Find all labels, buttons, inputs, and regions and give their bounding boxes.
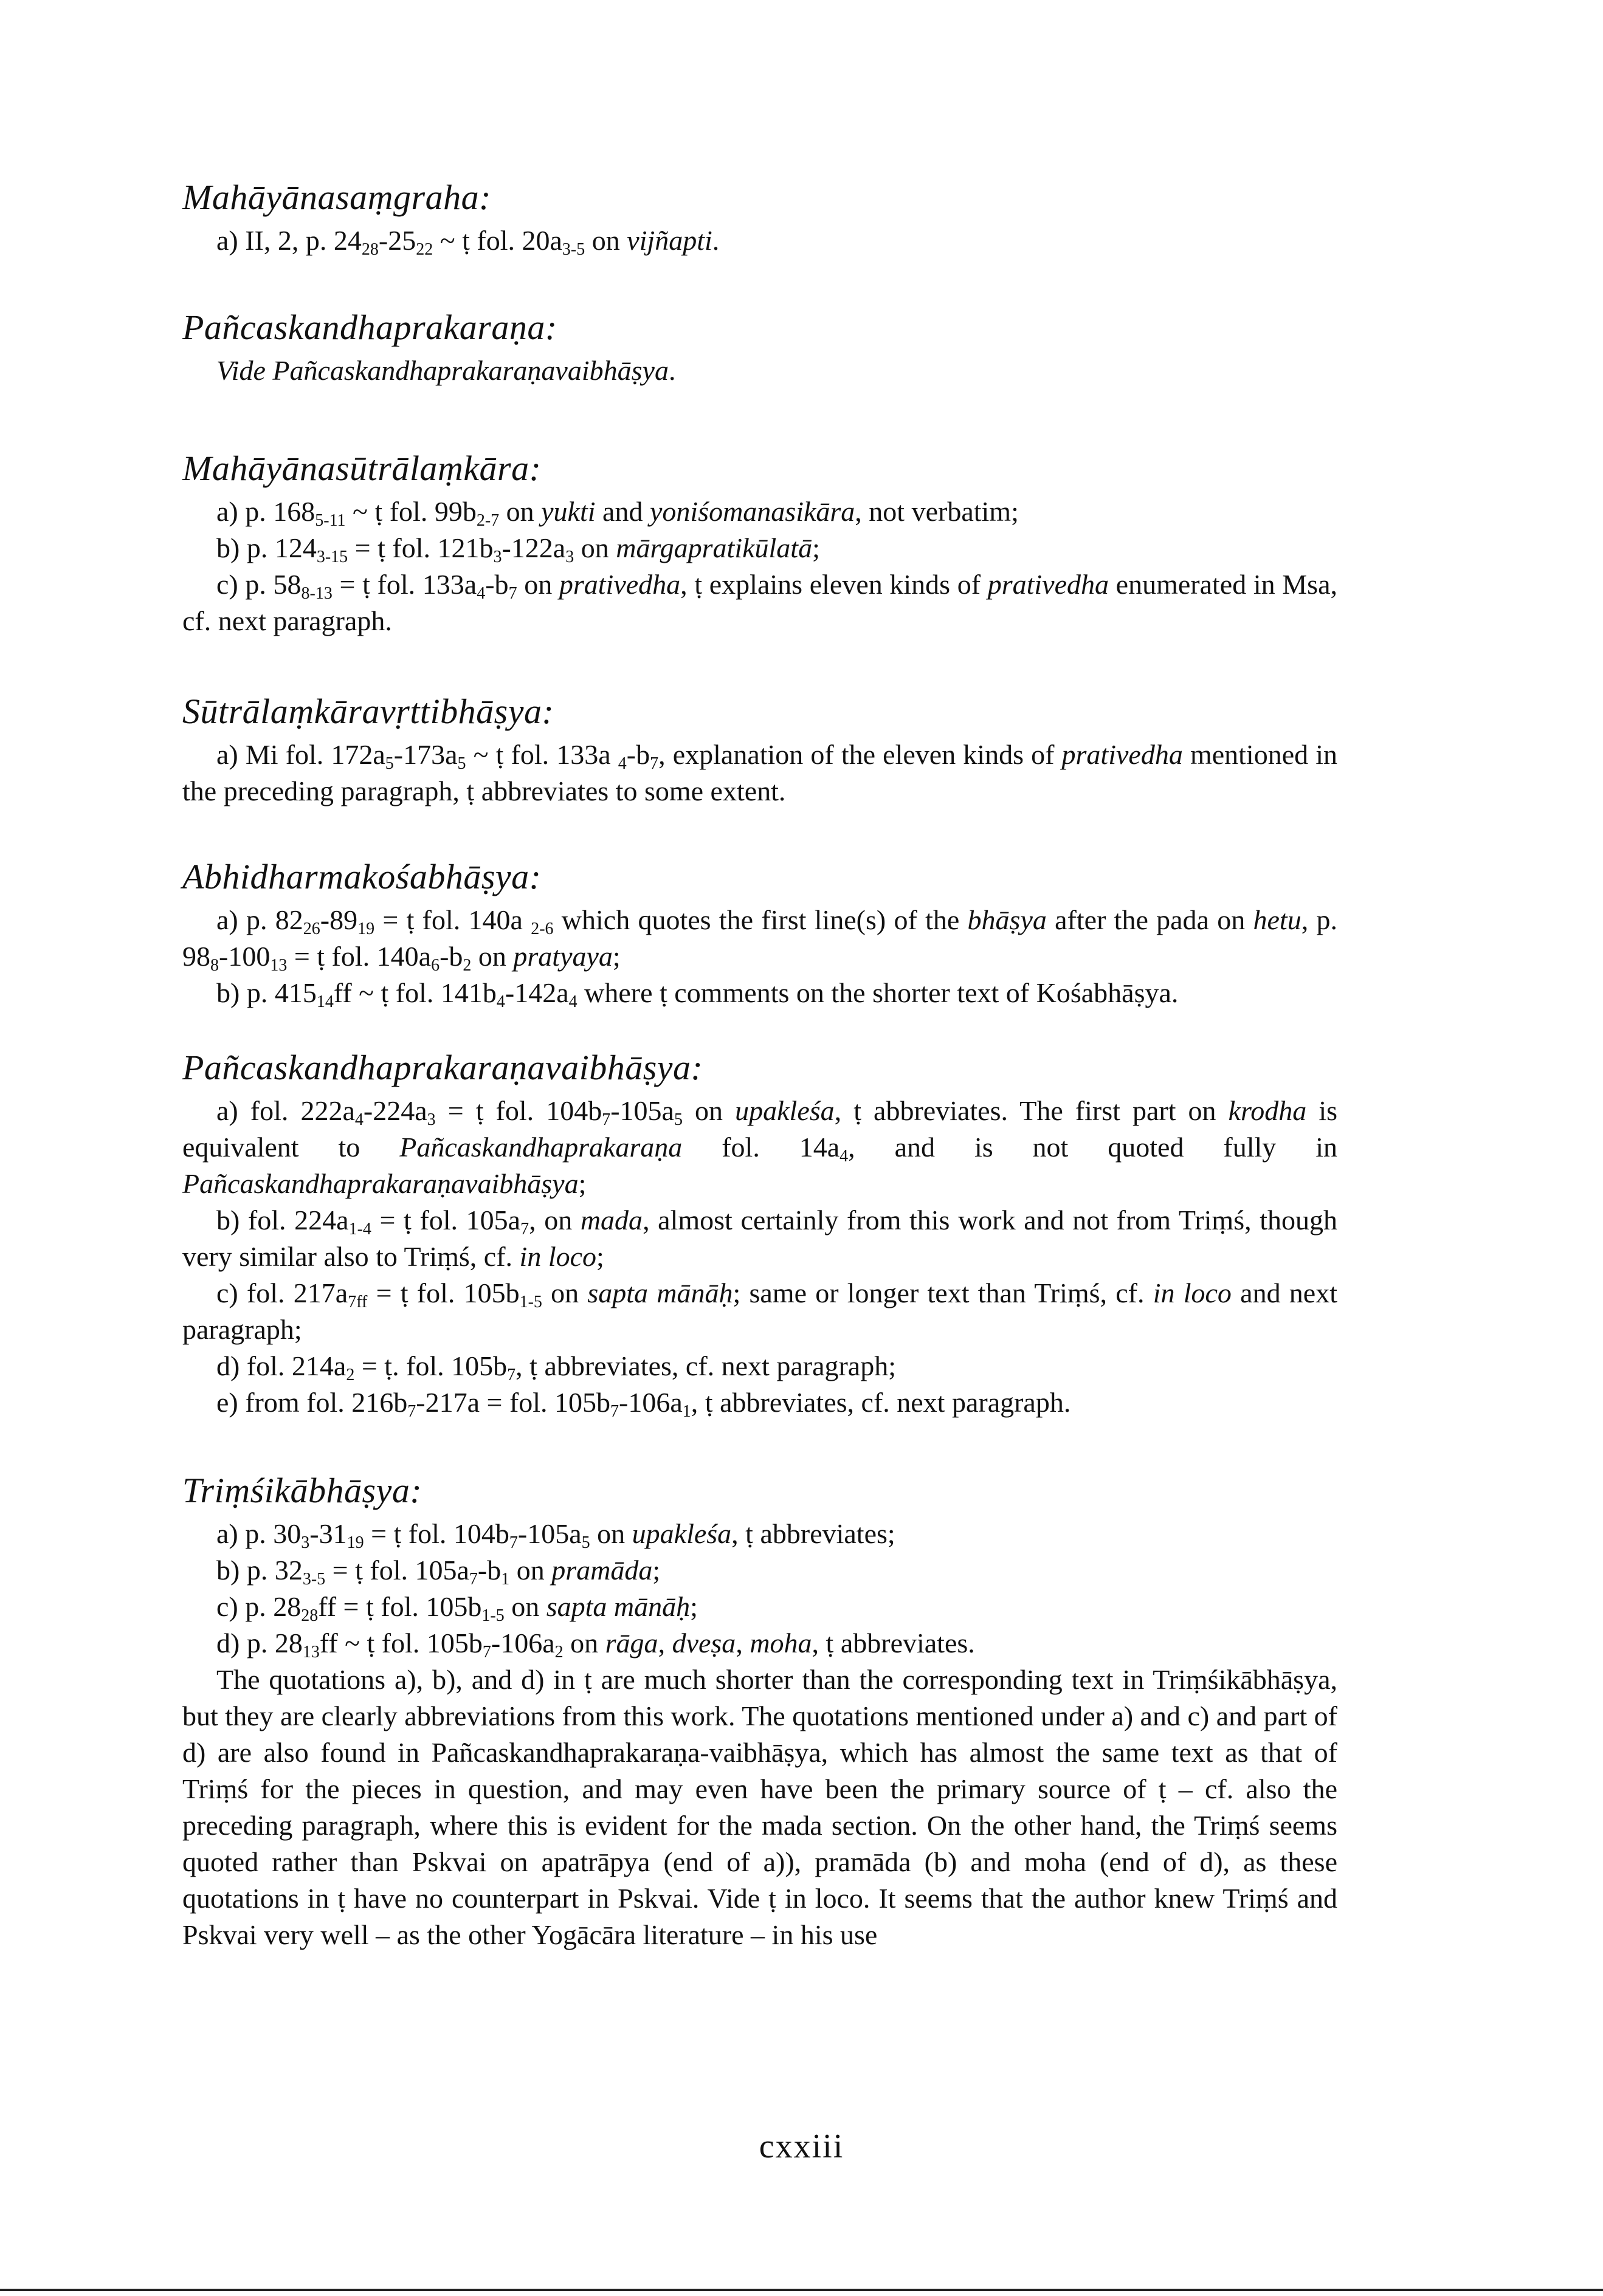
subscript-index: 7 xyxy=(610,1402,619,1421)
entry-line: b) p. $415_{14}ff$ ~ ṭ fol. $141b_4-142a_4$ where ṭ comments on the shorter text of Kośabhāṣya. xyxy=(216,977,1179,1011)
subscript-index: 7 xyxy=(507,1366,516,1384)
page-body xyxy=(182,176,1337,1953)
subscript-index: 1 xyxy=(501,1570,510,1589)
subscript-index: 7 xyxy=(508,584,517,603)
italic-term: moha xyxy=(1024,1846,1087,1877)
subscript-index: 7 xyxy=(520,1220,529,1239)
subscript-index: 3 xyxy=(493,548,502,566)
section-trimsikabhasya xyxy=(182,1469,1337,1953)
subscript-index: 3-5 xyxy=(562,240,585,259)
italic-term: apatrāpya xyxy=(541,1846,650,1877)
italic-term: in loco xyxy=(1153,1277,1232,1308)
subscript-index: 2-6 xyxy=(531,919,554,938)
subscript-index: 5-11 xyxy=(315,511,346,530)
subscript-index: 5 xyxy=(457,754,466,773)
scan-edge-line xyxy=(0,2289,1603,2291)
subscript-index: 1-4 xyxy=(348,1220,371,1239)
entry-line: b) p. $124_{3-15}$ = ṭ fol. $121b_3-122a_3$ on mārgapratikūlatā; xyxy=(216,532,820,566)
italic-term: upakleśa xyxy=(632,1518,732,1549)
italic-term: Vide xyxy=(707,1883,760,1914)
section-sutralamkaravrttibhasya xyxy=(182,690,1337,809)
entry-line: c) p. $28_{28}ff$ = ṭ fol. $105b_{1-5}$ on sapta mānāḥ; xyxy=(216,1591,698,1625)
italic-term: vijñapti xyxy=(627,225,712,256)
subscript-index: 8 xyxy=(210,956,219,975)
subscript-index: 7 xyxy=(407,1402,416,1421)
italic-term: in loco xyxy=(784,1883,863,1914)
italic-term: krodha xyxy=(1228,1095,1307,1126)
italic-term: Pañcaskandhaprakaraṇa xyxy=(399,1132,683,1163)
italic-term: bhāṣya xyxy=(967,904,1047,935)
subscript-index: 4 xyxy=(618,754,627,773)
italic-term: hetu xyxy=(1253,904,1301,935)
subscript-index: 2-7 xyxy=(476,511,500,530)
subscript-index: 2 xyxy=(554,1643,564,1662)
italic-term: sapta mānāḥ xyxy=(546,1591,691,1622)
subscript-index: 13 xyxy=(302,1643,320,1662)
subscript-index: 4 xyxy=(839,1147,849,1166)
section-heading: Mahāyānasūtrālaṃkāra: xyxy=(182,449,542,488)
subscript-index: 6 xyxy=(431,956,440,975)
italic-term: pramāda xyxy=(815,1846,911,1877)
italic-term: pramāda xyxy=(551,1555,653,1586)
entry-line: a) p. $30_3-31_{19}$ = ṭ fol. $104b_7-105a_5$ on upakleśa, ṭ abbreviates; xyxy=(216,1518,895,1552)
italic-term: moha xyxy=(750,1627,812,1658)
subscript-index: 1-5 xyxy=(519,1293,542,1311)
entry-line: c) fol. $217a_{7ff}$ = ṭ fol. $105b_{1-5}$ on sapta mānāḥ; same or longer text than Triṃś, cf. in loco and next paragraph; xyxy=(182,1277,1337,1345)
subscript-index: 13 xyxy=(270,956,288,975)
entry-line: b) fol. $224a_{1-4}$ = ṭ fol. $105a_7$, on mada, almost certainly from this work and not from Triṃś, though very similar also to Triṃś, cf. in loco; xyxy=(182,1205,1338,1272)
subscript-index: 3 xyxy=(301,1533,310,1552)
subscript-index: 3-5 xyxy=(302,1570,326,1589)
italic-term: yoniśomanasikāra xyxy=(649,496,855,527)
entry-line: a) p. $82_{26}-89_{19}$ = ṭ fol. 140a $_{2-6}$ which quotes the first line(s) of the bhāṣya after the pada on hetu, p. $98_8-100_{13}$ = ṭ fol. $140a_6-b_2$ on pratyaya; xyxy=(182,904,1337,975)
italic-term: Pañcaskandhaprakaraṇa-vaibhāṣya xyxy=(431,1737,821,1768)
italic-term: Pañcaskandhaprakaraṇavaibhāṣya xyxy=(182,1168,579,1199)
subscript-index: 4 xyxy=(568,992,577,1011)
entry-line: d) p. $28_{13}ff$ ~ ṭ fol. $105b_7-106a_2$ on rāga, dveṣa, moha, ṭ abbreviates. xyxy=(216,1627,975,1662)
subscript-index: 3 xyxy=(565,548,574,566)
entry-line: Vide Pañcaskandhaprakaraṇavaibhāṣya. xyxy=(216,355,676,386)
entry-line: a) fol. $222a_4-224a_3$ = ṭ fol. $104b_7-105a_5$ on upakleśa, ṭ abbreviates. The first part on krodha is equivalent to Pañcaskandhaprakaraṇa fol. $14a_4$, and is not quoted fully in Pañcaskandhaprakaraṇavaibhāṣya; xyxy=(182,1095,1338,1199)
entry-line: e) from fol. $216b_7-217a$ = fol. $105b_7-106a_1$, ṭ abbreviates, cf. next paragraph. xyxy=(216,1387,1071,1421)
subscript-index: 28 xyxy=(361,240,379,259)
italic-term: sapta mānāḥ xyxy=(587,1277,733,1308)
entry-line: d) fol. $214a_2$ = ṭ. fol. $105b_7$, ṭ abbreviates, cf. next paragraph; xyxy=(216,1350,897,1384)
subscript-index: 5 xyxy=(581,1533,590,1552)
body-paragraph: The quotations a), b), and d) in ṭ are much shorter than the corresponding text in Triṃśikābhāṣya, but they are clearly abbreviations from this work. The quotations mentioned under a) and c) and part of d) are also found in Pañcaskandhaprakaraṇa-vaibhāṣya, which has almost the same text as that of Triṃś for the pieces in question, and may even have been the primary source of ṭ – cf. also the preceding paragraph, where this is evident for the mada section. On the other hand, the Triṃś seems quoted rather than Pskvai on apatrāpya (end of a)), pramāda (b) and moha (end of d), as these quotations in ṭ have no counterpart in Pskvai. Vide ṭ in loco. It seems that the author knew Triṃś and Pskvai very well – as the other Yogācāra literature – in his use xyxy=(182,1664,1338,1950)
section-mahayanasamgraha xyxy=(182,176,1337,259)
section-heading: Sūtrālaṃkāravṛttibhāṣya: xyxy=(182,692,554,731)
subscript-index: 4 xyxy=(477,584,486,603)
subscript-index: 5 xyxy=(674,1110,683,1129)
italic-term: prativedha xyxy=(987,569,1109,600)
subscript-index: 3-15 xyxy=(316,548,348,566)
section-heading: Abhidharmakośabhāṣya: xyxy=(182,857,542,896)
section-heading: Mahāyānasaṃgraha: xyxy=(182,177,491,217)
italic-term: mada xyxy=(762,1810,822,1841)
subscript-index: 2 xyxy=(346,1366,355,1384)
subscript-index: 7 xyxy=(469,1570,478,1589)
subscript-index: 22 xyxy=(416,240,433,259)
subscript-index: 8-13 xyxy=(301,584,333,603)
section-heading: Pañcaskandhaprakaraṇavaibhāṣya: xyxy=(182,1048,703,1087)
entry-line: b) p. $32_{3-5}$ = ṭ fol. $105a_7-b_1$ on pramāda; xyxy=(216,1555,661,1589)
subscript-index: 4 xyxy=(496,992,505,1011)
page-number: cxxiii xyxy=(759,2128,844,2165)
subscript-index: 28 xyxy=(301,1606,319,1625)
italic-term: Triṃśikābhāṣya xyxy=(1153,1664,1331,1695)
italic-term: upakleśa xyxy=(735,1095,835,1126)
entry-line: a) Mi fol. $172a_5-173a_5$ ~ ṭ fol. 133a $_4-b_7$, explanation of the eleven kinds of prativedha mentioned in the preceding paragraph, ṭ abbreviates to some extent. xyxy=(182,739,1338,806)
subscript-index: 7ff xyxy=(348,1293,368,1311)
section-heading: Pañcaskandhaprakaraṇa: xyxy=(182,308,557,347)
subscript-index: 7 xyxy=(509,1533,518,1552)
entry-line: a) p. $168_{5-11}$ ~ ṭ fol. $99b_{2-7}$ on yukti and yoniśomanasikāra, not verbatim; xyxy=(216,496,1019,530)
section-heading: Triṃśikābhāṣya: xyxy=(182,1471,422,1510)
subscript-index: 3 xyxy=(427,1110,436,1129)
subscript-index: 2 xyxy=(463,956,472,975)
entry-line: c) p. $58_{8-13}$ = ṭ fol. $133a_4-b_7$ on prativedha, ṭ explains eleven kinds of prativedha enumerated in Msa, cf. next paragraph. xyxy=(182,569,1338,636)
italic-term: mārgapratikūlatā xyxy=(616,532,813,563)
italic-term: yukti xyxy=(541,496,596,527)
subscript-index: 4 xyxy=(354,1110,364,1129)
subscript-index: 7 xyxy=(482,1643,491,1662)
subscript-index: 26 xyxy=(303,919,320,938)
section-pancaskandhaprakarana xyxy=(182,306,1337,389)
italic-term: Vide Pañcaskandhaprakaraṇavaibhāṣya xyxy=(216,355,669,386)
section-abhidharmakosabhasya xyxy=(182,856,1337,1011)
italic-term: mada xyxy=(580,1205,643,1236)
section-pancaskandhaprakaranavaibhasya xyxy=(182,1047,1337,1421)
italic-term: rāga xyxy=(605,1627,658,1658)
subscript-index: 19 xyxy=(346,1533,364,1552)
subscript-index: 5 xyxy=(385,754,394,773)
italic-term: prativedha xyxy=(1061,739,1183,770)
italic-term: dveṣa xyxy=(672,1627,736,1658)
subscript-index: 1 xyxy=(682,1402,691,1421)
subscript-index: 7 xyxy=(650,754,659,773)
italic-term: pratyaya xyxy=(513,941,613,972)
entry-line: a) II, 2, p. $24_{28}-25_{22}$ ~ ṭ fol. $20a_{3-5}$ on vijñapti. xyxy=(216,225,720,259)
italic-term: in loco xyxy=(519,1241,597,1272)
subscript-index: 14 xyxy=(316,992,334,1011)
subscript-index: 7 xyxy=(602,1110,611,1129)
section-mahayanasutralamkara xyxy=(182,447,1337,639)
subscript-index: 19 xyxy=(357,919,375,938)
italic-term: prativedha xyxy=(559,569,681,600)
subscript-index: 1-5 xyxy=(481,1606,505,1625)
